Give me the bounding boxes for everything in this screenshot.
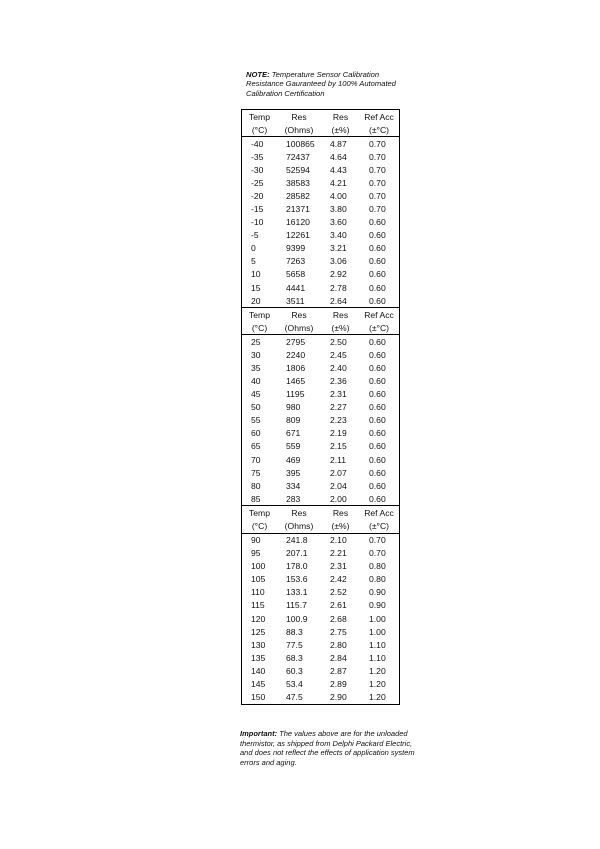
res-ohms-cell: 809 bbox=[286, 415, 301, 426]
temp-cell: -10 bbox=[251, 217, 264, 228]
res-pct-cell: 2.50 bbox=[330, 336, 347, 347]
table-row bbox=[242, 203, 399, 216]
temp-cell: (°C) bbox=[251, 520, 268, 531]
header-row-units bbox=[242, 519, 399, 533]
res-ohms-cell: Res bbox=[291, 507, 307, 518]
res-ohms-cell: 980 bbox=[286, 402, 301, 413]
ref-acc-cell: 0.60 bbox=[369, 363, 386, 374]
res-pct-cell: 2.19 bbox=[330, 428, 347, 439]
res-pct-cell: 2.75 bbox=[330, 626, 347, 637]
res-pct-cell: 3.21 bbox=[330, 243, 347, 254]
res-pct-cell: 2.61 bbox=[330, 600, 347, 611]
res-pct-cell: (±%) bbox=[331, 322, 350, 333]
res-ohms-cell: (Ohms) bbox=[284, 124, 314, 135]
table-row bbox=[242, 612, 399, 625]
table-row bbox=[242, 573, 399, 586]
temp-cell: (°C) bbox=[251, 124, 268, 135]
res-ohms-cell: 178.0 bbox=[286, 561, 308, 572]
res-pct-cell: 4.43 bbox=[330, 164, 347, 175]
table-row bbox=[242, 427, 399, 440]
ref-acc-cell: 0.60 bbox=[369, 256, 386, 267]
note-label: NOTE: bbox=[246, 70, 270, 79]
res-pct-cell: (±%) bbox=[331, 520, 350, 531]
header-row-units bbox=[242, 321, 399, 335]
table-row bbox=[242, 401, 399, 414]
res-ohms-cell: 72437 bbox=[286, 151, 310, 162]
res-pct-cell: 2.64 bbox=[330, 295, 347, 306]
res-ohms-cell: 21371 bbox=[286, 204, 310, 215]
temp-cell: 135 bbox=[251, 652, 266, 663]
res-ohms-cell: 53.4 bbox=[286, 678, 303, 689]
table-row bbox=[242, 638, 399, 651]
ref-acc-cell: Ref Acc bbox=[364, 507, 394, 518]
res-ohms-cell: 100.9 bbox=[286, 613, 308, 624]
res-ohms-cell: 334 bbox=[286, 480, 301, 491]
res-ohms-cell: 4441 bbox=[286, 282, 306, 293]
res-ohms-cell: 68.3 bbox=[286, 652, 303, 663]
res-ohms-cell: 283 bbox=[286, 493, 301, 504]
ref-acc-cell: 1.10 bbox=[369, 639, 386, 650]
res-pct-cell: 2.42 bbox=[330, 574, 347, 585]
table-row bbox=[242, 150, 399, 163]
ref-acc-cell: (±°C) bbox=[368, 322, 390, 333]
temp-cell: Temp bbox=[248, 507, 270, 518]
res-pct-cell: 2.52 bbox=[330, 587, 347, 598]
header-row-labels bbox=[242, 505, 399, 519]
ref-acc-cell: 0.70 bbox=[369, 177, 386, 188]
temp-cell: 120 bbox=[251, 613, 266, 624]
temp-cell: 35 bbox=[251, 363, 261, 374]
res-ohms-cell: 5658 bbox=[286, 269, 306, 280]
temp-cell: 20 bbox=[251, 295, 261, 306]
table-row bbox=[242, 690, 399, 703]
important-label: Important: bbox=[240, 729, 278, 738]
ref-acc-cell: 1.00 bbox=[369, 626, 386, 637]
temp-cell: 95 bbox=[251, 548, 261, 559]
header-row-labels bbox=[242, 110, 399, 123]
res-ohms-cell: (Ohms) bbox=[284, 322, 314, 333]
res-pct-cell: 2.23 bbox=[330, 415, 347, 426]
res-pct-cell: 3.06 bbox=[330, 256, 347, 267]
res-pct-cell: 2.84 bbox=[330, 652, 347, 663]
temp-cell: 50 bbox=[251, 402, 261, 413]
temp-cell: 55 bbox=[251, 415, 261, 426]
temp-cell: 30 bbox=[251, 349, 261, 360]
table-row bbox=[242, 625, 399, 638]
res-ohms-cell: 28582 bbox=[286, 191, 310, 201]
res-pct-cell: 2.15 bbox=[330, 441, 347, 452]
res-pct-cell: Res bbox=[332, 507, 349, 518]
ref-acc-cell: (±°C) bbox=[368, 520, 390, 531]
table-row bbox=[242, 189, 399, 202]
ref-acc-cell: Ref Acc bbox=[364, 309, 394, 320]
temp-cell: 110 bbox=[251, 587, 265, 598]
ref-acc-cell: 0.70 bbox=[369, 204, 386, 215]
ref-acc-cell: 0.60 bbox=[369, 454, 386, 465]
ref-acc-cell: 0.90 bbox=[369, 600, 386, 611]
res-ohms-cell: 115.7 bbox=[286, 600, 307, 611]
res-pct-cell: 2.10 bbox=[330, 535, 347, 546]
res-ohms-cell: 2795 bbox=[286, 336, 306, 347]
res-pct-cell: 2.40 bbox=[330, 363, 347, 374]
res-pct-cell: 2.36 bbox=[330, 376, 347, 387]
ref-acc-cell: 0.60 bbox=[369, 282, 386, 293]
table-row bbox=[242, 348, 399, 361]
temp-cell: 150 bbox=[251, 691, 266, 702]
temp-cell: 40 bbox=[251, 376, 261, 387]
res-pct-cell: (±%) bbox=[331, 124, 350, 135]
temp-cell: 100 bbox=[251, 561, 266, 572]
res-ohms-cell: 671 bbox=[286, 428, 301, 439]
temp-cell: 65 bbox=[251, 441, 261, 452]
res-ohms-cell: 60.3 bbox=[286, 665, 303, 676]
res-ohms-cell: Res bbox=[291, 309, 307, 320]
temp-cell: 75 bbox=[251, 467, 261, 478]
ref-acc-cell: 1.20 bbox=[369, 678, 386, 689]
res-pct-cell: 2.04 bbox=[330, 480, 347, 491]
res-pct-cell: 2.11 bbox=[330, 454, 347, 465]
res-pct-cell: 2.07 bbox=[330, 467, 347, 478]
res-pct-cell: 2.90 bbox=[330, 691, 347, 702]
res-ohms-cell: 2240 bbox=[286, 349, 306, 360]
ref-acc-cell: 0.60 bbox=[369, 415, 386, 426]
res-ohms-cell: 241.8 bbox=[286, 535, 308, 546]
res-pct-cell: 2.45 bbox=[330, 349, 347, 360]
ref-acc-cell: 0.70 bbox=[369, 138, 386, 149]
table-row bbox=[242, 651, 399, 664]
ref-acc-cell: (±°C) bbox=[368, 124, 390, 135]
ref-acc-cell: 0.60 bbox=[369, 336, 386, 347]
table-row bbox=[242, 466, 399, 479]
res-pct-cell: 3.60 bbox=[330, 217, 347, 228]
res-pct-cell: 4.87 bbox=[330, 138, 347, 149]
res-ohms-cell: 100865 bbox=[286, 138, 315, 149]
temp-cell: (°C) bbox=[251, 322, 268, 333]
table-row bbox=[242, 599, 399, 612]
temp-cell: 25 bbox=[251, 336, 261, 347]
ref-acc-cell: 0.60 bbox=[369, 269, 386, 280]
table-row bbox=[242, 440, 399, 453]
res-pct-cell: 3.40 bbox=[330, 230, 347, 241]
ref-acc-cell: 0.70 bbox=[369, 164, 386, 175]
res-ohms-cell: 1195 bbox=[286, 389, 305, 400]
res-pct-cell: 4.64 bbox=[330, 151, 347, 162]
res-pct-cell: 2.87 bbox=[330, 665, 347, 676]
res-pct-cell: 2.31 bbox=[330, 561, 347, 572]
temp-cell: 15 bbox=[251, 282, 261, 293]
table-row bbox=[242, 294, 399, 307]
table-row bbox=[242, 281, 399, 294]
temp-cell: 45 bbox=[251, 389, 261, 400]
ref-acc-cell: 0.60 bbox=[369, 402, 386, 413]
ref-acc-cell: 0.80 bbox=[369, 561, 386, 572]
res-pct-cell: 2.00 bbox=[330, 493, 347, 504]
important-footnote bbox=[240, 729, 415, 767]
ref-acc-cell: 0.60 bbox=[369, 217, 386, 228]
ref-acc-cell: 0.60 bbox=[369, 493, 386, 504]
res-ohms-cell: 88.3 bbox=[286, 626, 303, 637]
temp-cell: -5 bbox=[251, 230, 259, 241]
ref-acc-cell: 0.60 bbox=[369, 467, 386, 478]
table-row bbox=[242, 229, 399, 242]
res-ohms-cell: 1806 bbox=[286, 363, 306, 374]
res-ohms-cell: 207.1 bbox=[286, 548, 308, 559]
res-pct-cell: Res bbox=[332, 309, 349, 320]
ref-acc-cell: 0.60 bbox=[369, 389, 386, 400]
ref-acc-cell: 0.70 bbox=[369, 548, 386, 559]
table-row bbox=[242, 242, 399, 255]
res-ohms-cell: 38583 bbox=[286, 177, 310, 188]
res-ohms-cell: 77.5 bbox=[286, 639, 303, 650]
ref-acc-cell: 0.60 bbox=[369, 243, 386, 254]
important-text: The values above are for the unloaded thermistor, as shipped from Delphi Packard Electric, and does not reflect the effects of application system errors and aging. bbox=[240, 729, 415, 767]
temp-cell: 90 bbox=[251, 535, 261, 546]
table-row bbox=[242, 335, 399, 348]
res-ohms-cell: 12261 bbox=[286, 230, 310, 241]
temp-cell: 145 bbox=[251, 678, 266, 689]
table-row bbox=[242, 268, 399, 281]
temp-cell: 80 bbox=[251, 480, 261, 491]
temp-cell: 85 bbox=[251, 493, 261, 504]
temp-cell: 10 bbox=[251, 269, 261, 280]
ref-acc-cell: 1.20 bbox=[369, 665, 386, 676]
res-pct-cell: 2.21 bbox=[330, 548, 347, 559]
temp-cell: -15 bbox=[251, 204, 264, 215]
note-text: Temperature Sensor Calibration Resistance Gauranteed by 100% Automated Calibration Certification bbox=[246, 70, 396, 98]
res-ohms-cell: 47.5 bbox=[286, 691, 303, 702]
res-ohms-cell: 9399 bbox=[286, 243, 306, 254]
res-ohms-cell: Res bbox=[291, 111, 307, 122]
table-row bbox=[242, 414, 399, 427]
ref-acc-cell: 1.00 bbox=[369, 613, 386, 624]
res-pct-cell: 2.68 bbox=[330, 613, 347, 624]
res-ohms-cell: 133.1 bbox=[286, 587, 308, 598]
temp-cell: 115 bbox=[251, 600, 265, 611]
temp-cell: Temp bbox=[248, 309, 270, 320]
temp-cell: 60 bbox=[251, 428, 261, 439]
ref-acc-cell: 1.20 bbox=[369, 691, 386, 702]
calibration-note bbox=[246, 70, 406, 98]
ref-acc-cell: Ref Acc bbox=[364, 111, 394, 122]
ref-acc-cell: 0.60 bbox=[369, 349, 386, 360]
res-pct-cell: 2.80 bbox=[330, 639, 347, 650]
table-row bbox=[242, 361, 399, 374]
table-row bbox=[242, 547, 399, 560]
ref-acc-cell: 0.60 bbox=[369, 480, 386, 491]
res-ohms-cell: 469 bbox=[286, 454, 301, 465]
table-row bbox=[242, 664, 399, 677]
res-pct-cell: 4.21 bbox=[330, 177, 347, 188]
table-row bbox=[242, 479, 399, 492]
header-row-labels bbox=[242, 307, 399, 321]
res-pct-cell: 2.27 bbox=[330, 402, 347, 413]
ref-acc-cell: 0.60 bbox=[369, 230, 386, 241]
res-ohms-cell: 16120 bbox=[286, 217, 310, 228]
res-ohms-cell: 3511 bbox=[286, 295, 305, 306]
res-pct-cell: 2.31 bbox=[330, 389, 347, 400]
ref-acc-cell: 0.70 bbox=[369, 191, 386, 201]
header-row-units bbox=[242, 123, 399, 137]
res-pct-cell: 2.78 bbox=[330, 282, 347, 293]
ref-acc-cell: 0.60 bbox=[369, 441, 386, 452]
temp-cell: -20 bbox=[251, 191, 264, 201]
table-row bbox=[242, 677, 399, 690]
res-ohms-cell: 153.6 bbox=[286, 574, 308, 585]
temp-cell: 0 bbox=[251, 243, 256, 254]
thermistor-calibration-table bbox=[241, 109, 400, 705]
table-row bbox=[242, 388, 399, 401]
ref-acc-cell: 0.80 bbox=[369, 574, 386, 585]
table-row bbox=[242, 560, 399, 573]
temp-cell: 105 bbox=[251, 574, 266, 585]
temp-cell: -35 bbox=[251, 151, 264, 162]
table-row bbox=[242, 176, 399, 189]
table-row bbox=[242, 534, 399, 547]
temp-cell: 130 bbox=[251, 639, 266, 650]
table-row bbox=[242, 255, 399, 268]
res-ohms-cell: (Ohms) bbox=[284, 520, 314, 531]
res-ohms-cell: 395 bbox=[286, 467, 301, 478]
ref-acc-cell: 0.60 bbox=[369, 428, 386, 439]
res-pct-cell: Res bbox=[332, 111, 349, 122]
table-row bbox=[242, 492, 399, 505]
ref-acc-cell: 0.60 bbox=[369, 376, 386, 387]
res-pct-cell: 4.00 bbox=[330, 191, 347, 201]
ref-acc-cell: 0.70 bbox=[369, 151, 386, 162]
table-row bbox=[242, 453, 399, 466]
table-row bbox=[242, 586, 399, 599]
res-ohms-cell: 52594 bbox=[286, 164, 310, 175]
temp-cell: -25 bbox=[251, 177, 264, 188]
ref-acc-cell: 0.90 bbox=[369, 587, 386, 598]
res-pct-cell: 3.80 bbox=[330, 204, 347, 215]
table-row bbox=[242, 375, 399, 388]
ref-acc-cell: 0.70 bbox=[369, 535, 386, 546]
temp-cell: -40 bbox=[251, 138, 264, 149]
table-row bbox=[242, 137, 399, 150]
table-row bbox=[242, 163, 399, 176]
res-pct-cell: 2.89 bbox=[330, 678, 347, 689]
res-ohms-cell: 1465 bbox=[286, 376, 306, 387]
res-pct-cell: 2.92 bbox=[330, 269, 347, 280]
temp-cell: Temp bbox=[248, 111, 270, 122]
ref-acc-cell: 0.60 bbox=[369, 295, 386, 306]
temp-cell: 125 bbox=[251, 626, 266, 637]
ref-acc-cell: 1.10 bbox=[369, 652, 386, 663]
temp-cell: 5 bbox=[251, 256, 256, 267]
temp-cell: 70 bbox=[251, 454, 261, 465]
table-row bbox=[242, 216, 399, 229]
res-ohms-cell: 559 bbox=[286, 441, 301, 452]
temp-cell: 140 bbox=[251, 665, 266, 676]
res-ohms-cell: 7263 bbox=[286, 256, 306, 267]
temp-cell: -30 bbox=[251, 164, 264, 175]
